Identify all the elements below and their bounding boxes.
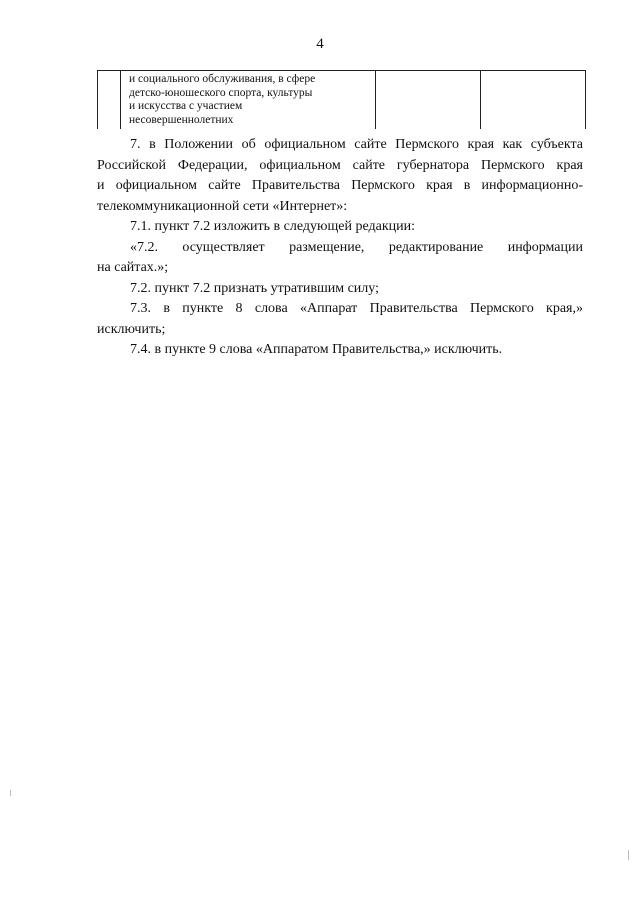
paragraph-7 [97,135,583,217]
scan-mark [10,790,11,796]
paragraph-line: «7.2. осуществляет размещение, редактирование информации [130,239,583,255]
table-cell-number [98,71,121,130]
table-cell-empty [481,71,586,130]
table-cell-description [121,71,376,130]
paragraph-line: исключить; [97,321,166,337]
cell-line: детско-юношеского спорта, культуры [129,86,313,99]
paragraph-7-2: 7.2. пункт 7.2 признать утратившим силу; [130,280,379,296]
cell-line: и искусства с участием [129,100,243,112]
table-row [98,71,586,130]
paragraph-7-2-quote [97,238,583,279]
paragraph-7-4: 7.4. в пункте 9 слова «Аппаратом Правительства,» исключить. [130,342,503,357]
paragraph-line: и официальном сайте Правительства Пермского края в информационно- [97,178,583,193]
continued-table-fragment [97,70,586,129]
document-body [97,135,583,361]
cell-line: несовершеннолетних [129,113,234,126]
paragraph-line: на сайтах.»; [97,260,169,275]
page-number: 4 [316,36,324,52]
paragraph-line: Российской Федерации, официальном сайте губернатора Пермского края [97,157,583,173]
paragraph-line: телекоммуникационной сети «Интернет»: [97,198,348,214]
paragraph-7-1: 7.1. пункт 7.2 изложить в следующей редакции: [130,219,415,234]
paragraph-line: 7.3. в пункте 8 слова «Аппарат Правительства Пермского края,» [130,301,583,316]
paragraph-7-3 [97,299,583,340]
scan-mark [628,850,629,860]
paragraph-line: 7. в Положении об официальном сайте Пермского края как субъекта [130,137,583,152]
cell-line: и социального обслуживания, в сфере [129,73,316,85]
table-cell-empty [376,71,481,130]
